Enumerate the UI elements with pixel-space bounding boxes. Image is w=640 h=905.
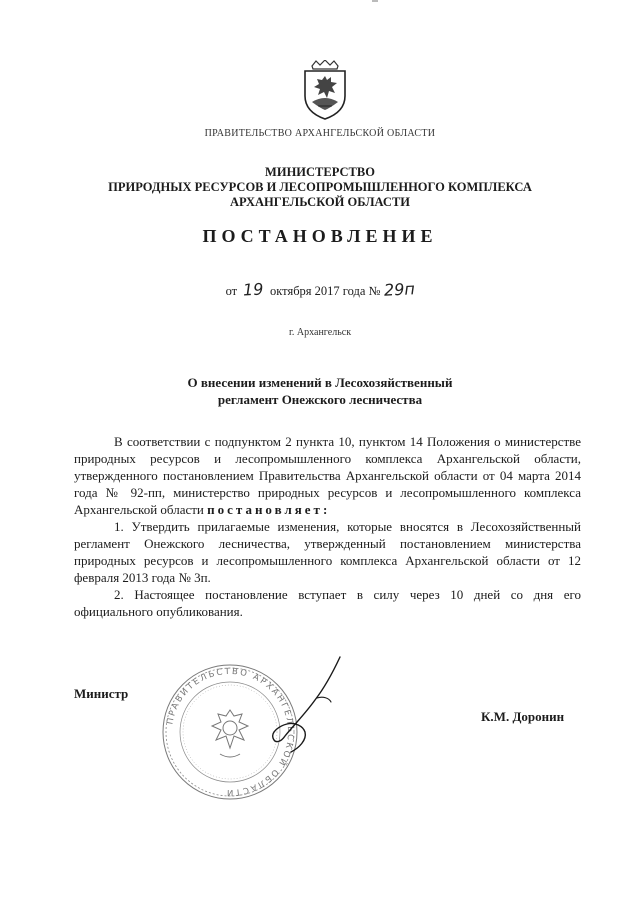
document-title: ПОСТАНОВЛЕНИЕ (202, 226, 438, 246)
coat-of-arms-icon (300, 60, 350, 120)
intro-paragraph (74, 433, 581, 518)
seal-text: ПРАВИТЕЛЬСТВО АРХАНГЕЛЬСКОЙ ОБЛАСТИ (165, 666, 296, 798)
ministry-line: МИНИСТЕРСТВО (265, 165, 375, 179)
handwritten-day: 19 (242, 279, 265, 300)
scan-mark (372, 0, 378, 2)
ministry-line: АРХАНГЕЛЬСКОЙ ОБЛАСТИ (230, 195, 410, 209)
subject-line: О внесении изменений в Лесохозяйственный (187, 375, 453, 390)
signer-name: К.М. Доронин (481, 709, 565, 724)
subject-line: регламент Онежского лесничества (217, 392, 423, 407)
government-header: ПРАВИТЕЛЬСТВО АРХАНГЕЛЬСКОЙ ОБЛАСТИ (204, 128, 436, 139)
item-2: 2. Настоящее постановление вступает в силу через 10 дней со дня его официального опубликования. (74, 587, 581, 619)
handwritten-signature (245, 652, 355, 762)
document-body (74, 433, 581, 620)
handwritten-number: 29п (383, 279, 415, 300)
intro-text: В соответствии с подпунктом 2 пункта 10, пунктом 14 Положения о министерстве природных ресурсов и лесопромышленного комплекса Архангельской области, утвержденного постановлением Правительства Архангельской области от 04 марта 2014 года № 92-пп, министерство природных ресурсов и лесопромышленного комплекса Архангельской области (74, 434, 581, 517)
date-prefix: от (225, 284, 238, 298)
date-month-year: октября 2017 года № (269, 284, 381, 298)
item-1: 1. Утвердить прилагаемые изменения, которые вносятся в Лесохозяйственный регламент Онежского лесничества, утвержденный постановлением министерства природных ресурсов и лесопромышленного комплекса Архангельской области от 12 февраля 2013 года № 3п. (74, 519, 581, 585)
decree-word: постановляет: (207, 502, 331, 517)
ministry-name (60, 165, 580, 210)
document-city: г. Архангельск (288, 327, 352, 338)
ministry-line: ПРИРОДНЫХ РЕСУРСОВ И ЛЕСОПРОМЫШЛЕННОГО КОМПЛЕКСА (108, 180, 532, 194)
document-subject (60, 374, 580, 408)
signer-position: Министр (74, 686, 129, 701)
document-dateline (0, 280, 640, 299)
